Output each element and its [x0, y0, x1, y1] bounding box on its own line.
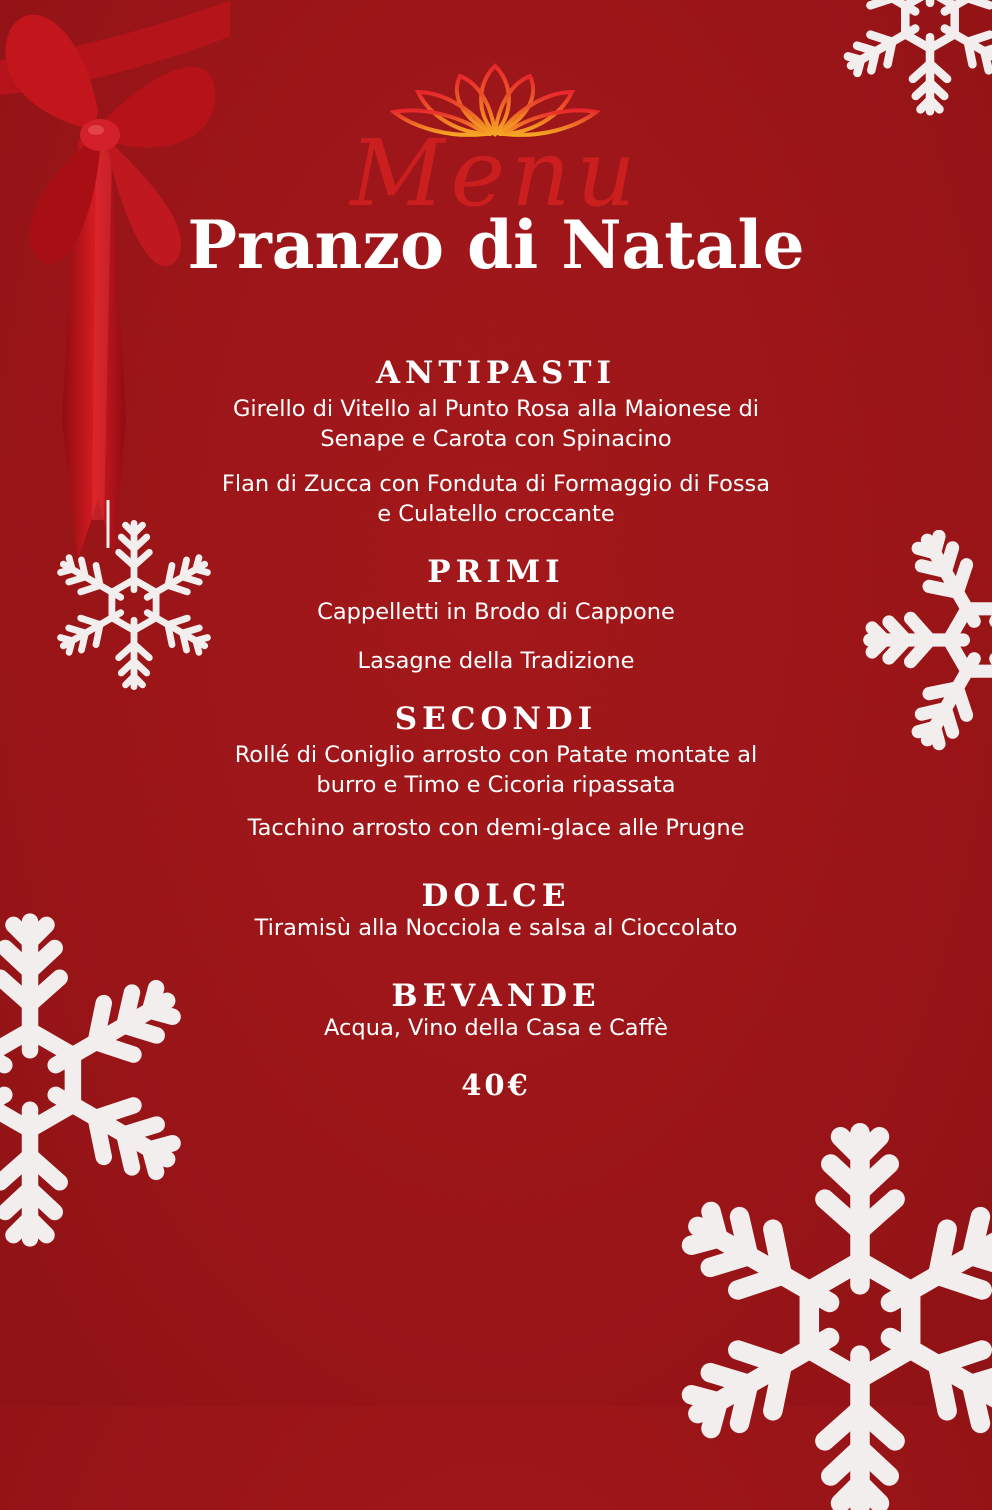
dish-line: Senape e Carota con Spinacino	[320, 426, 672, 452]
menu-price: 40€	[461, 1068, 531, 1102]
dish-line: Flan di Zucca con Fonduta di Formaggio di Fossa	[221, 471, 771, 497]
section-title-dolce: DOLCE	[421, 878, 571, 914]
dish-line: Lasagne della Tradizione	[357, 648, 635, 674]
dish-line: Girello di Vitello al Punto Rosa alla Maionese di	[232, 396, 760, 422]
dish-item	[146, 597, 846, 627]
dish-item	[146, 646, 846, 676]
page-title: Pranzo di Natale	[187, 206, 805, 284]
menu-body	[146, 352, 846, 1105]
dish-line: e Culatello croccante	[377, 501, 615, 527]
section-title-bevande: BEVANDE	[391, 978, 601, 1014]
dish-line: Rollé di Coniglio arrosto con Patate montate al	[234, 742, 758, 768]
dish-line: Cappelletti in Brodo di Cappone	[317, 599, 675, 625]
section-title-secondi: SECONDI	[394, 701, 598, 737]
menu-script-heading: Menu	[350, 120, 642, 227]
dish-line: Tiramisù alla Nocciola e salsa al Cioccolato	[254, 915, 738, 941]
dish-item	[146, 740, 846, 800]
snowflake-icon	[650, 1090, 992, 1510]
dish-item	[146, 1013, 846, 1043]
dish-line: Acqua, Vino della Casa e Caffè	[324, 1015, 668, 1041]
section-title-primi: PRIMI	[427, 554, 565, 590]
section-title-antipasti: ANTIPASTI	[375, 355, 617, 391]
dish-line: Tacchino arrosto con demi-glace alle Prugne	[247, 815, 745, 841]
dish-item	[146, 394, 846, 454]
dish-item	[146, 469, 846, 529]
dish-item	[146, 913, 846, 943]
snowflake-icon	[835, 530, 992, 780]
dish-item	[146, 813, 846, 843]
dish-line: burro e Timo e Cicoria ripassata	[316, 772, 676, 798]
